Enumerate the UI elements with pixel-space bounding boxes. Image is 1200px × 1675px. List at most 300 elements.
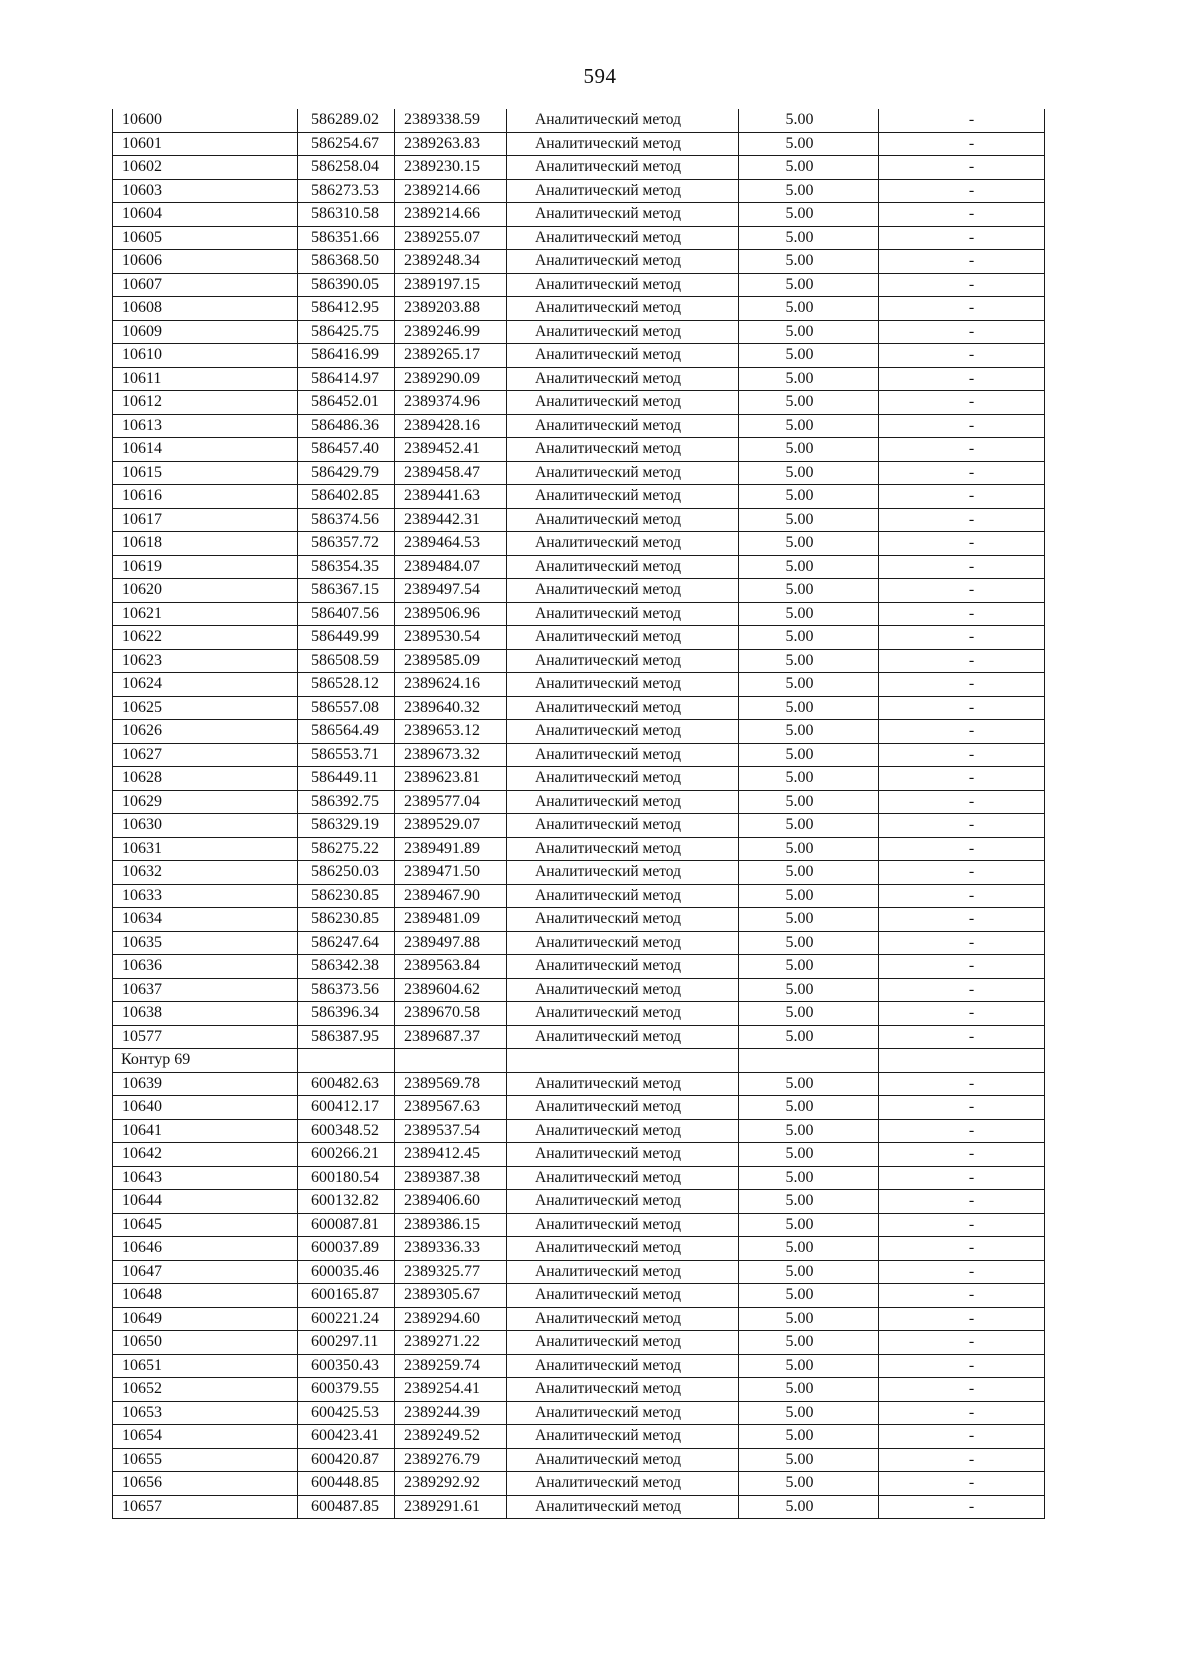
accuracy-cell: 5.00 (739, 1025, 879, 1049)
x-coordinate-cell: 586367.15 (298, 579, 395, 603)
method-cell: Аналитический метод (507, 1495, 739, 1519)
method-cell: Аналитический метод (507, 1096, 739, 1120)
note-cell: - (879, 485, 1045, 509)
method-cell: Аналитический метод (507, 1425, 739, 1449)
x-coordinate-cell: 586392.75 (298, 790, 395, 814)
x-coordinate-cell: 600297.11 (298, 1331, 395, 1355)
method-cell: Аналитический метод (507, 1448, 739, 1472)
note-cell: - (879, 156, 1045, 180)
x-coordinate-cell: 600180.54 (298, 1166, 395, 1190)
y-coordinate-cell: 2389569.78 (395, 1072, 507, 1096)
x-coordinate-cell: 600266.21 (298, 1143, 395, 1167)
x-coordinate-cell: 586258.04 (298, 156, 395, 180)
accuracy-cell: 5.00 (739, 226, 879, 250)
y-coordinate-cell: 2389259.74 (395, 1354, 507, 1378)
y-coordinate-cell: 2389336.33 (395, 1237, 507, 1261)
accuracy-cell: 5.00 (739, 861, 879, 885)
method-cell: Аналитический метод (507, 767, 739, 791)
note-cell: - (879, 226, 1045, 250)
note-cell: - (879, 1448, 1045, 1472)
accuracy-cell: 5.00 (739, 367, 879, 391)
table-row (113, 1096, 1045, 1120)
accuracy-cell: 5.00 (739, 955, 879, 979)
method-cell: Аналитический метод (507, 1307, 739, 1331)
method-cell: Аналитический метод (507, 344, 739, 368)
note-cell: - (879, 626, 1045, 650)
table-row (113, 1401, 1045, 1425)
y-coordinate-cell: 2389441.63 (395, 485, 507, 509)
table-row (113, 532, 1045, 556)
note-cell: - (879, 1472, 1045, 1496)
y-coordinate-cell: 2389338.59 (395, 109, 507, 132)
x-coordinate-cell: 586273.53 (298, 179, 395, 203)
point-id-cell: 10656 (113, 1472, 298, 1496)
table-row (113, 649, 1045, 673)
note-cell: - (879, 414, 1045, 438)
accuracy-cell: 5.00 (739, 438, 879, 462)
x-coordinate-cell: 586452.01 (298, 391, 395, 415)
table-row (113, 485, 1045, 509)
point-id-cell: 10639 (113, 1072, 298, 1096)
y-coordinate-cell: 2389406.60 (395, 1190, 507, 1214)
y-coordinate-cell: 2389290.09 (395, 367, 507, 391)
method-cell: Аналитический метод (507, 109, 739, 132)
method-cell: Аналитический метод (507, 250, 739, 274)
x-coordinate-cell: 586508.59 (298, 649, 395, 673)
table-row (113, 908, 1045, 932)
note-cell: - (879, 132, 1045, 156)
table-row (113, 1002, 1045, 1026)
table-row (113, 814, 1045, 838)
table-row (113, 438, 1045, 462)
table-row (113, 391, 1045, 415)
table-row (113, 1213, 1045, 1237)
y-coordinate-cell: 2389585.09 (395, 649, 507, 673)
point-id-cell: 10644 (113, 1190, 298, 1214)
point-id-cell: 10653 (113, 1401, 298, 1425)
note-cell: - (879, 367, 1045, 391)
note-cell: - (879, 391, 1045, 415)
accuracy-cell: 5.00 (739, 344, 879, 368)
point-id-cell: 10655 (113, 1448, 298, 1472)
x-coordinate-cell: 586486.36 (298, 414, 395, 438)
note-cell: - (879, 1495, 1045, 1519)
point-id-cell: 10623 (113, 649, 298, 673)
note-cell: - (879, 1307, 1045, 1331)
note-cell: - (879, 978, 1045, 1002)
method-cell: Аналитический метод (507, 1119, 739, 1143)
x-coordinate-cell: 586351.66 (298, 226, 395, 250)
table-row (113, 1354, 1045, 1378)
accuracy-cell: 5.00 (739, 485, 879, 509)
y-coordinate-cell: 2389214.66 (395, 203, 507, 227)
y-coordinate-cell: 2389687.37 (395, 1025, 507, 1049)
coordinates-table (112, 109, 1045, 1519)
accuracy-cell: 5.00 (739, 814, 879, 838)
accuracy-cell: 5.00 (739, 391, 879, 415)
method-cell: Аналитический метод (507, 203, 739, 227)
x-coordinate-cell: 600420.87 (298, 1448, 395, 1472)
accuracy-cell: 5.00 (739, 1260, 879, 1284)
x-coordinate-cell: 586457.40 (298, 438, 395, 462)
table-row (113, 1072, 1045, 1096)
point-id-cell: 10608 (113, 297, 298, 321)
note-cell: - (879, 720, 1045, 744)
y-coordinate-cell: 2389497.54 (395, 579, 507, 603)
note-cell: - (879, 250, 1045, 274)
method-cell: Аналитический метод (507, 978, 739, 1002)
note-cell: - (879, 1354, 1045, 1378)
point-id-cell: 10609 (113, 320, 298, 344)
y-coordinate-cell: 2389464.53 (395, 532, 507, 556)
table-row (113, 555, 1045, 579)
table-row (113, 1025, 1045, 1049)
x-coordinate-cell: 586449.99 (298, 626, 395, 650)
y-coordinate-cell: 2389481.09 (395, 908, 507, 932)
table-row (113, 508, 1045, 532)
x-coordinate-cell: 600035.46 (298, 1260, 395, 1284)
point-id-cell: 10634 (113, 908, 298, 932)
table-row (113, 602, 1045, 626)
y-coordinate-cell: 2389471.50 (395, 861, 507, 885)
table-row (113, 720, 1045, 744)
note-cell: - (879, 1119, 1045, 1143)
note-cell: - (879, 861, 1045, 885)
point-id-cell: 10628 (113, 767, 298, 791)
y-coordinate-cell: 2389386.15 (395, 1213, 507, 1237)
x-coordinate-cell: 586425.75 (298, 320, 395, 344)
x-coordinate-cell: 600348.52 (298, 1119, 395, 1143)
method-cell: Аналитический метод (507, 485, 739, 509)
table-row (113, 344, 1045, 368)
y-coordinate-cell: 2389640.32 (395, 696, 507, 720)
accuracy-cell: 5.00 (739, 626, 879, 650)
x-coordinate-cell: 586368.50 (298, 250, 395, 274)
point-id-cell: 10619 (113, 555, 298, 579)
accuracy-cell: 5.00 (739, 579, 879, 603)
y-coordinate-cell: 2389265.17 (395, 344, 507, 368)
accuracy-cell: 5.00 (739, 1119, 879, 1143)
point-id-cell: 10646 (113, 1237, 298, 1261)
note-cell: - (879, 1096, 1045, 1120)
x-coordinate-cell: 586329.19 (298, 814, 395, 838)
y-coordinate-cell: 2389197.15 (395, 273, 507, 297)
accuracy-cell: 5.00 (739, 461, 879, 485)
method-cell: Аналитический метод (507, 1002, 739, 1026)
x-coordinate-cell: 586342.38 (298, 955, 395, 979)
x-coordinate-cell: 586373.56 (298, 978, 395, 1002)
y-coordinate-cell: 2389529.07 (395, 814, 507, 838)
y-coordinate-cell: 2389263.83 (395, 132, 507, 156)
accuracy-cell: 5.00 (739, 132, 879, 156)
note-cell: - (879, 320, 1045, 344)
point-id-cell: 10657 (113, 1495, 298, 1519)
y-coordinate-cell: 2389244.39 (395, 1401, 507, 1425)
section-row (113, 1049, 1045, 1073)
note-cell: - (879, 1425, 1045, 1449)
point-id-cell: 10611 (113, 367, 298, 391)
y-coordinate-cell: 2389294.60 (395, 1307, 507, 1331)
point-id-cell: 10607 (113, 273, 298, 297)
method-cell: Аналитический метод (507, 1143, 739, 1167)
x-coordinate-cell: 586310.58 (298, 203, 395, 227)
method-cell: Аналитический метод (507, 1213, 739, 1237)
y-coordinate-cell: 2389387.38 (395, 1166, 507, 1190)
accuracy-cell: 5.00 (739, 1425, 879, 1449)
point-id-cell: 10625 (113, 696, 298, 720)
point-id-cell: 10638 (113, 1002, 298, 1026)
note-cell: - (879, 579, 1045, 603)
method-cell: Аналитический метод (507, 814, 739, 838)
accuracy-cell: 5.00 (739, 1096, 879, 1120)
note-cell: - (879, 743, 1045, 767)
method-cell: Аналитический метод (507, 226, 739, 250)
accuracy-cell: 5.00 (739, 837, 879, 861)
y-coordinate-cell: 2389623.81 (395, 767, 507, 791)
accuracy-cell: 5.00 (739, 179, 879, 203)
table-row (113, 132, 1045, 156)
note-cell: - (879, 297, 1045, 321)
x-coordinate-cell: 586254.67 (298, 132, 395, 156)
note-cell: - (879, 1378, 1045, 1402)
accuracy-cell: 5.00 (739, 1378, 879, 1402)
y-coordinate-cell: 2389442.31 (395, 508, 507, 532)
point-id-cell: 10602 (113, 156, 298, 180)
note-cell: - (879, 203, 1045, 227)
table-row (113, 1307, 1045, 1331)
method-cell: Аналитический метод (507, 1378, 739, 1402)
y-coordinate-cell: 2389248.34 (395, 250, 507, 274)
accuracy-cell: 5.00 (739, 978, 879, 1002)
table-row (113, 1237, 1045, 1261)
accuracy-cell: 5.00 (739, 1448, 879, 1472)
y-coordinate-cell: 2389624.16 (395, 673, 507, 697)
method-cell: Аналитический метод (507, 320, 739, 344)
y-coordinate-cell: 2389254.41 (395, 1378, 507, 1402)
method-cell: Аналитический метод (507, 720, 739, 744)
method-cell: Аналитический метод (507, 1025, 739, 1049)
table-row (113, 156, 1045, 180)
method-cell: Аналитический метод (507, 1472, 739, 1496)
y-coordinate-cell: 2389291.61 (395, 1495, 507, 1519)
x-coordinate-cell: 586557.08 (298, 696, 395, 720)
x-coordinate-cell: 600221.24 (298, 1307, 395, 1331)
y-coordinate-cell: 2389670.58 (395, 1002, 507, 1026)
accuracy-cell: 5.00 (739, 884, 879, 908)
empty-cell (298, 1049, 395, 1073)
y-coordinate-cell: 2389276.79 (395, 1448, 507, 1472)
table-row (113, 626, 1045, 650)
note-cell: - (879, 1401, 1045, 1425)
accuracy-cell: 5.00 (739, 908, 879, 932)
note-cell: - (879, 1213, 1045, 1237)
point-id-cell: 10605 (113, 226, 298, 250)
table-row (113, 367, 1045, 391)
x-coordinate-cell: 600423.41 (298, 1425, 395, 1449)
y-coordinate-cell: 2389246.99 (395, 320, 507, 344)
accuracy-cell: 5.00 (739, 250, 879, 274)
x-coordinate-cell: 586528.12 (298, 673, 395, 697)
point-id-cell: 10654 (113, 1425, 298, 1449)
method-cell: Аналитический метод (507, 955, 739, 979)
x-coordinate-cell: 600425.53 (298, 1401, 395, 1425)
method-cell: Аналитический метод (507, 602, 739, 626)
accuracy-cell: 5.00 (739, 109, 879, 132)
method-cell: Аналитический метод (507, 649, 739, 673)
accuracy-cell: 5.00 (739, 1237, 879, 1261)
method-cell: Аналитический метод (507, 1072, 739, 1096)
note-cell: - (879, 273, 1045, 297)
point-id-cell: 10632 (113, 861, 298, 885)
accuracy-cell: 5.00 (739, 1190, 879, 1214)
point-id-cell: 10633 (113, 884, 298, 908)
accuracy-cell: 5.00 (739, 1166, 879, 1190)
table-row (113, 1378, 1045, 1402)
accuracy-cell: 5.00 (739, 1002, 879, 1026)
y-coordinate-cell: 2389604.62 (395, 978, 507, 1002)
note-cell: - (879, 931, 1045, 955)
section-label: Контур 69 (113, 1049, 298, 1073)
y-coordinate-cell: 2389567.63 (395, 1096, 507, 1120)
y-coordinate-cell: 2389325.77 (395, 1260, 507, 1284)
table-row (113, 1143, 1045, 1167)
y-coordinate-cell: 2389305.67 (395, 1284, 507, 1308)
table-row (113, 1472, 1045, 1496)
method-cell: Аналитический метод (507, 1190, 739, 1214)
method-cell: Аналитический метод (507, 367, 739, 391)
x-coordinate-cell: 600412.17 (298, 1096, 395, 1120)
table-row (113, 1119, 1045, 1143)
point-id-cell: 10650 (113, 1331, 298, 1355)
x-coordinate-cell: 600132.82 (298, 1190, 395, 1214)
point-id-cell: 10627 (113, 743, 298, 767)
table-row (113, 1190, 1045, 1214)
note-cell: - (879, 1025, 1045, 1049)
note-cell: - (879, 1284, 1045, 1308)
y-coordinate-cell: 2389412.45 (395, 1143, 507, 1167)
table-row (113, 461, 1045, 485)
point-id-cell: 10652 (113, 1378, 298, 1402)
note-cell: - (879, 532, 1045, 556)
accuracy-cell: 5.00 (739, 508, 879, 532)
note-cell: - (879, 1237, 1045, 1261)
note-cell: - (879, 649, 1045, 673)
coordinates-table-body (113, 109, 1045, 1519)
x-coordinate-cell: 586553.71 (298, 743, 395, 767)
accuracy-cell: 5.00 (739, 602, 879, 626)
note-cell: - (879, 1260, 1045, 1284)
accuracy-cell: 5.00 (739, 156, 879, 180)
note-cell: - (879, 814, 1045, 838)
note-cell: - (879, 696, 1045, 720)
y-coordinate-cell: 2389653.12 (395, 720, 507, 744)
x-coordinate-cell: 586230.85 (298, 884, 395, 908)
method-cell: Аналитический метод (507, 1284, 739, 1308)
table-row (113, 1284, 1045, 1308)
note-cell: - (879, 109, 1045, 132)
y-coordinate-cell: 2389292.92 (395, 1472, 507, 1496)
empty-cell (879, 1049, 1045, 1073)
table-row (113, 884, 1045, 908)
table-row (113, 1260, 1045, 1284)
method-cell: Аналитический метод (507, 132, 739, 156)
point-id-cell: 10631 (113, 837, 298, 861)
x-coordinate-cell: 586429.79 (298, 461, 395, 485)
accuracy-cell: 5.00 (739, 1284, 879, 1308)
x-coordinate-cell: 600350.43 (298, 1354, 395, 1378)
point-id-cell: 10626 (113, 720, 298, 744)
point-id-cell: 10617 (113, 508, 298, 532)
method-cell: Аналитический метод (507, 1237, 739, 1261)
note-cell: - (879, 790, 1045, 814)
accuracy-cell: 5.00 (739, 414, 879, 438)
point-id-cell: 10636 (113, 955, 298, 979)
note-cell: - (879, 344, 1045, 368)
table-row (113, 250, 1045, 274)
empty-cell (507, 1049, 739, 1073)
note-cell: - (879, 461, 1045, 485)
y-coordinate-cell: 2389506.96 (395, 602, 507, 626)
note-cell: - (879, 1331, 1045, 1355)
point-id-cell: 10577 (113, 1025, 298, 1049)
accuracy-cell: 5.00 (739, 767, 879, 791)
method-cell: Аналитический метод (507, 626, 739, 650)
table-row (113, 673, 1045, 697)
method-cell: Аналитический метод (507, 1331, 739, 1355)
point-id-cell: 10629 (113, 790, 298, 814)
point-id-cell: 10621 (113, 602, 298, 626)
point-id-cell: 10640 (113, 1096, 298, 1120)
method-cell: Аналитический метод (507, 156, 739, 180)
table-row (113, 226, 1045, 250)
x-coordinate-cell: 586289.02 (298, 109, 395, 132)
x-coordinate-cell: 600379.55 (298, 1378, 395, 1402)
x-coordinate-cell: 600165.87 (298, 1284, 395, 1308)
table-row (113, 1448, 1045, 1472)
x-coordinate-cell: 586275.22 (298, 837, 395, 861)
accuracy-cell: 5.00 (739, 1354, 879, 1378)
accuracy-cell: 5.00 (739, 1143, 879, 1167)
point-id-cell: 10641 (113, 1119, 298, 1143)
table-row (113, 109, 1045, 132)
table-row (113, 767, 1045, 791)
point-id-cell: 10603 (113, 179, 298, 203)
note-cell: - (879, 1143, 1045, 1167)
x-coordinate-cell: 586414.97 (298, 367, 395, 391)
y-coordinate-cell: 2389491.89 (395, 837, 507, 861)
x-coordinate-cell: 586247.64 (298, 931, 395, 955)
method-cell: Аналитический метод (507, 931, 739, 955)
accuracy-cell: 5.00 (739, 1331, 879, 1355)
accuracy-cell: 5.00 (739, 203, 879, 227)
table-row (113, 978, 1045, 1002)
point-id-cell: 10635 (113, 931, 298, 955)
method-cell: Аналитический метод (507, 884, 739, 908)
table-row (113, 1331, 1045, 1355)
method-cell: Аналитический метод (507, 790, 739, 814)
accuracy-cell: 5.00 (739, 790, 879, 814)
x-coordinate-cell: 586407.56 (298, 602, 395, 626)
point-id-cell: 10643 (113, 1166, 298, 1190)
point-id-cell: 10615 (113, 461, 298, 485)
point-id-cell: 10616 (113, 485, 298, 509)
method-cell: Аналитический метод (507, 391, 739, 415)
method-cell: Аналитический метод (507, 743, 739, 767)
note-cell: - (879, 673, 1045, 697)
method-cell: Аналитический метод (507, 673, 739, 697)
accuracy-cell: 5.00 (739, 649, 879, 673)
x-coordinate-cell: 586416.99 (298, 344, 395, 368)
